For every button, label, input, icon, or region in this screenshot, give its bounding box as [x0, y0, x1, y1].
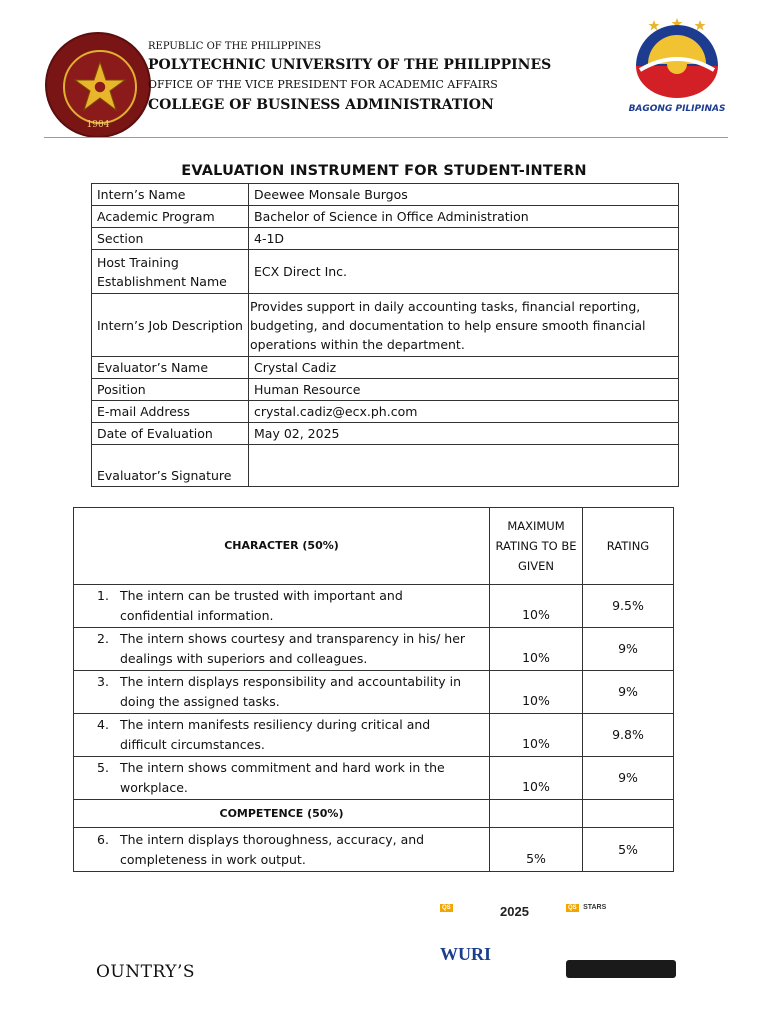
info-row-section: [92, 228, 679, 250]
wuri-logo: WURI: [440, 944, 492, 964]
table-row: [74, 628, 674, 671]
info-value: 4-1D: [249, 228, 679, 250]
bagong-pilipinas-emblem-icon: [628, 18, 726, 104]
info-row-evaluator: [92, 357, 679, 379]
criterion-cell: [74, 585, 490, 628]
max-rating-value: 10%: [490, 714, 583, 757]
info-label: Date of Evaluation: [92, 423, 249, 445]
criterion-number: 2.: [97, 631, 109, 646]
criterion-cell: [74, 628, 490, 671]
info-value: Provides support in daily accounting tasks, financial reporting, budgeting, and documentation to help ensure smooth financial operations within the department.: [249, 294, 679, 357]
table-row: [74, 585, 674, 628]
university-seal: [45, 32, 151, 138]
ranking-badge-world: [440, 904, 568, 986]
empty-cell: [583, 800, 674, 828]
criterion-number: 6.: [97, 831, 109, 847]
info-label: Evaluator’s Signature: [92, 445, 249, 487]
info-row-email: [92, 401, 679, 423]
rating-value: 9%: [583, 671, 674, 714]
badge-year: 2025: [500, 904, 529, 919]
ranking-badge-stars: [566, 904, 686, 986]
impact-rankings-emblem: [566, 960, 676, 978]
criterion-number: 5.: [97, 760, 109, 775]
info-label: Host Training Establishment Name: [92, 250, 249, 294]
table-row: [74, 757, 674, 800]
document-title: EVALUATION INSTRUMENT FOR STUDENT-INTERN: [181, 163, 587, 179]
info-label: Section: [92, 228, 249, 250]
page-text-fragment: OUNTRY’S: [96, 962, 196, 982]
info-label: Academic Program: [92, 206, 249, 228]
criterion-number: 3.: [97, 674, 109, 689]
info-value: Human Resource: [249, 379, 679, 401]
section-character-heading: CHARACTER (50%): [74, 508, 490, 585]
qs-stars-logo: QS: [568, 905, 577, 911]
star-icon: [72, 59, 128, 115]
seal-star-emblem: [63, 50, 137, 124]
criterion-cell: [74, 714, 490, 757]
criterion-text: The intern shows courtesy and transparency in his/ her dealings with superiors and colleagues.: [120, 631, 466, 666]
intern-info-table: [91, 183, 679, 487]
table-row: [74, 828, 674, 872]
rating-value: 9%: [583, 757, 674, 800]
info-row-signature: [92, 445, 679, 487]
criterion-cell: [74, 757, 490, 800]
rating-value: 9.5%: [583, 585, 674, 628]
section-competence-heading: COMPETENCE (50%): [74, 800, 490, 828]
signature-field: [249, 445, 679, 487]
rating-table: [73, 507, 674, 872]
info-value: ECX Direct Inc.: [249, 250, 679, 294]
max-rating-value: 5%: [490, 828, 583, 872]
info-value: crystal.cadiz@ecx.ph.com: [249, 401, 679, 423]
criterion-text: The intern manifests resiliency during critical and difficult circumstances.: [120, 717, 431, 752]
info-label: Intern’s Name: [92, 184, 249, 206]
rating-value: 5%: [583, 828, 674, 872]
info-label: Position: [92, 379, 249, 401]
criterion-cell: [74, 828, 490, 872]
seal-year: 1904: [86, 120, 110, 130]
max-rating-value: 10%: [490, 757, 583, 800]
rating-value: 9%: [583, 628, 674, 671]
empty-cell: [490, 800, 583, 828]
max-rating-value: 10%: [490, 628, 583, 671]
info-label: E-mail Address: [92, 401, 249, 423]
criterion-text: The intern displays thoroughness, accuracy, and completeness in work output.: [120, 831, 425, 867]
info-row-position: [92, 379, 679, 401]
header-divider: [44, 137, 728, 138]
rating-column-header: RATING: [583, 508, 674, 585]
table-row: [74, 671, 674, 714]
table-row: [74, 714, 674, 757]
info-label: Evaluator’s Name: [92, 357, 249, 379]
section-competence-row: [74, 800, 674, 828]
header-university: POLYTECHNIC UNIVERSITY OF THE PHILIPPINES: [148, 57, 552, 73]
header-republic: REPUBLIC OF THE PHILIPPINES: [148, 41, 322, 52]
criterion-text: The intern can be trusted with important and confidential information.: [120, 588, 403, 623]
criterion-number: 1.: [97, 588, 109, 603]
info-value: Bachelor of Science in Office Administration: [249, 206, 679, 228]
header-college: COLLEGE OF BUSINESS ADMINISTRATION: [148, 97, 494, 113]
max-rating-value: 10%: [490, 671, 583, 714]
criterion-number: 4.: [97, 717, 109, 732]
header-office: OFFICE OF THE VICE PRESIDENT FOR ACADEMIC AFFAIRS: [148, 78, 498, 91]
info-row-date: [92, 423, 679, 445]
bagong-pilipinas-logo: [628, 18, 726, 120]
info-row-host: [92, 250, 679, 294]
criterion-text: The intern shows commitment and hard work in the workplace.: [120, 760, 445, 795]
max-rating-value: 10%: [490, 585, 583, 628]
max-rating-column-header: MAXIMUM RATING TO BE GIVEN: [490, 508, 583, 585]
info-row-program: [92, 206, 679, 228]
info-value: Deewee Monsale Burgos: [249, 184, 679, 206]
qs-logo: QS: [442, 905, 451, 911]
rating-value: 9.8%: [583, 714, 674, 757]
stars-label: STARS: [583, 904, 607, 911]
criterion-cell: [74, 671, 490, 714]
info-row-job-description: [92, 294, 679, 357]
criterion-text: The intern displays responsibility and accountability in doing the assigned tasks.: [120, 674, 462, 709]
info-row-name: [92, 184, 679, 206]
bagong-pilipinas-label: BAGONG PILIPINAS: [628, 104, 726, 114]
info-label: Intern’s Job Description: [92, 294, 249, 357]
info-value: Crystal Cadiz: [249, 357, 679, 379]
rating-header-row: [74, 508, 674, 585]
info-value: May 02, 2025: [249, 423, 679, 445]
